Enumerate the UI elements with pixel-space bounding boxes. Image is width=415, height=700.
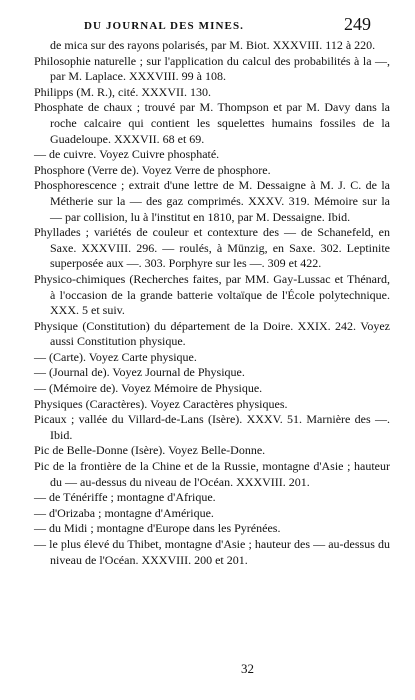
index-entry: — (Mémoire de). Voyez Mémoire de Physique.	[34, 381, 263, 396]
index-entry: Philipps (M. R.), cité. XXXVII. 130.	[34, 84, 211, 99]
running-title: DU JOURNAL DES MINES.	[84, 20, 245, 32]
index-entry: Pic de la frontière de la Chine et de la Russie, montagne d'Asie ; hauteur du — au-dessus du niveau de l'Océan. XXXVIII. 201.	[34, 459, 390, 489]
index-entry: de mica sur des rayons polarisés, par M. Biot. XXXVIII. 112 à 220.	[50, 38, 376, 52]
index-entry: Picaux ; vallée du Villard-de-Lans (Isère). XXXV. 51. Marnière des —. Ibid.	[34, 412, 390, 442]
index-entry: — (Journal de). Voyez Journal de Physique.	[34, 365, 245, 380]
index-entry: — du Midi ; montagne d'Europe dans les Pyrénées.	[34, 521, 281, 536]
index-entry: Phosphorescence ; extrait d'une lettre de M. Dessaigne à M. J. C. de la Métherie sur la — des gaz comprimés. XXXV. 319. Mémoire sur la — par collision, lu à l'institut en 1810, par M. Dessaigne. Ibid.	[34, 178, 390, 224]
page-footer	[0, 660, 415, 678]
signature-mark: 32	[241, 661, 254, 676]
index-entry: Physiques (Caractères). Voyez Caractères physiques.	[34, 396, 288, 411]
index-entry: Phosphore (Verre de). Voyez Verre de phosphore.	[34, 162, 271, 177]
index-entry: Physique (Constitution) du département de la Doire. XXIX. 242. Voyez aussi Constitution physique.	[34, 318, 390, 349]
index-entry: Philosophie naturelle ; sur l'application du calcul des probabilités à la —, par M. Laplace. XXXVIII. 99 à 108.	[34, 53, 390, 84]
index-entry: Phosphate de chaux ; trouvé par M. Thompson et par M. Davy dans la roche calcaire qui contient les squelettes humains fossiles de la Guadeloupe. XXXVII. 68 et 69.	[34, 100, 390, 146]
index-entry: Pic de Belle-Donne (Isère). Voyez Belle-Donne.	[34, 443, 266, 458]
index-entry: — de cuivre. Voyez Cuivre phosphaté.	[34, 147, 220, 162]
index-entry: — le plus élevé du Thibet, montagne d'Asie ; hauteur des — au-dessus du niveau de l'Océan. XXXVIII. 200 et 201.	[34, 537, 390, 567]
index-entry: — d'Orizaba ; montagne d'Amérique.	[34, 505, 214, 520]
index-entry: Phyllades ; variétés de couleur et contexture des — de Schanefeld, en Saxe. XXXVIII. 296. — roulés, à Münzig, en Saxe. 302. Leptinite superposée aux —. 303. Porphyre sur les —. 309 et 422.	[34, 225, 390, 271]
index-entry: — de Ténériffe ; montagne d'Afrique.	[34, 490, 216, 505]
page-number: 249	[344, 14, 371, 34]
index-entry: — (Carte). Voyez Carte physique.	[34, 349, 197, 364]
index-entries	[34, 38, 390, 568]
page-header	[0, 14, 415, 38]
index-entry: Physico-chimiques (Recherches faites, par MM. Gay-Lussac et Thénard, à l'occasion de la grande batterie voltaïque de l'École polytechnique. XXX. 5 et suiv.	[34, 271, 390, 318]
